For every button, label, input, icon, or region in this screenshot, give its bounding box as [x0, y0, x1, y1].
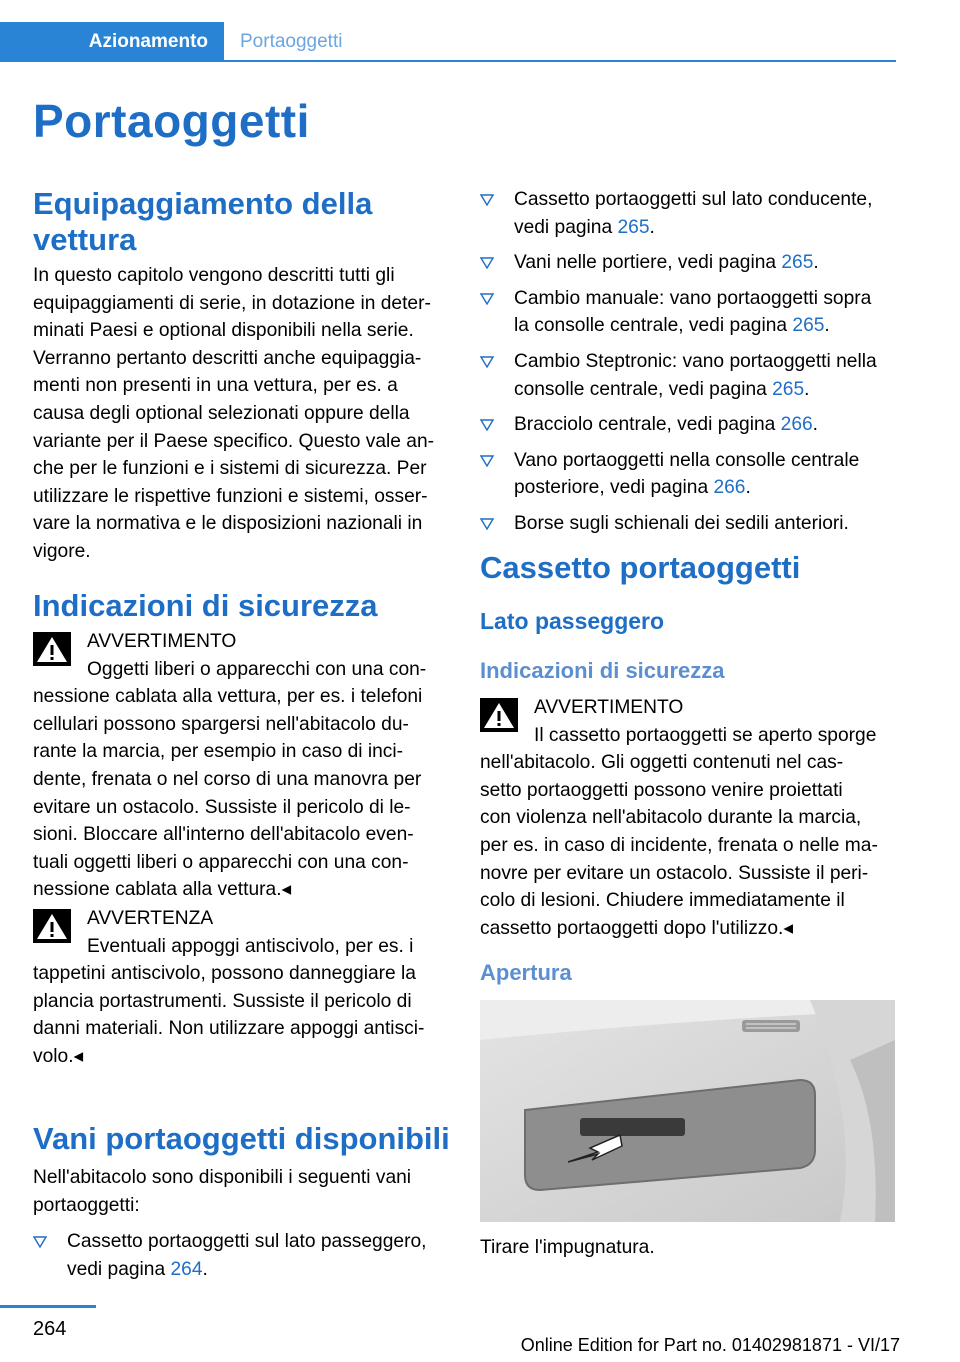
list-item	[480, 249, 900, 277]
text-line: vigore.	[33, 540, 91, 562]
list-item	[480, 447, 900, 502]
footer-divider	[0, 1305, 96, 1308]
text-line: minati Paesi e optional disponibili nella serie.	[33, 320, 414, 342]
page-link[interactable]: 264	[170, 1258, 203, 1280]
text-line: colo di lesioni. Chiudere immediatamente il	[480, 890, 845, 912]
warning-block	[480, 694, 896, 942]
text-line: danni materiali. Non utilizzare appoggi antisci-	[33, 1018, 425, 1040]
item-text: Vani nelle portiere, vedi pagina	[514, 252, 782, 274]
item-text: .	[649, 216, 655, 238]
warning-triangle-icon	[33, 909, 71, 943]
equip-heading: Equipaggiamento della vettura	[33, 186, 373, 257]
list-item	[480, 510, 900, 538]
item-text: la consolle centrale, vedi pagina	[514, 315, 793, 337]
item-text: Vano portaoggetti nella consolle centrale	[514, 449, 860, 471]
text-line: con violenza nell'abitacolo durante la marcia,	[480, 807, 862, 829]
text-line: menti non presenti in una vettura, per es. a	[33, 375, 398, 397]
header-divider	[0, 60, 896, 62]
page-link[interactable]: 266	[780, 414, 813, 436]
warning-block	[33, 628, 463, 904]
text-line: Nell'abitacolo sono disponibili i seguenti vani	[33, 1167, 412, 1188]
item-text: .	[824, 315, 830, 337]
notice-title: AVVERTENZA	[87, 908, 214, 929]
text-line: variante per il Paese specifico. Questo vale an-	[33, 430, 435, 452]
text-line: Eventuali appoggi antiscivolo, per es. i	[87, 935, 414, 957]
warning-triangle-icon	[33, 632, 71, 666]
item-text: .	[804, 378, 810, 400]
page-link[interactable]: 265	[617, 216, 650, 238]
page-link[interactable]: 265	[781, 252, 814, 274]
bullet-triangle-icon	[480, 455, 494, 467]
item-text: Cassetto portaoggetti sul lato conducente,	[514, 189, 873, 210]
text-line: tappetini antiscivolo, possono danneggiare la	[33, 963, 416, 985]
text-line: portaoggetti:	[33, 1194, 140, 1216]
tab-azionamento[interactable]: Azionamento	[0, 22, 224, 62]
text-line: equipaggiamenti di serie, in dotazione in deter-	[33, 292, 431, 314]
text-line: sioni. Bloccare all'interno dell'abitacolo even-	[33, 824, 414, 846]
text-line: volo.◂	[33, 1045, 84, 1067]
list-item	[480, 186, 900, 241]
item-text: vedi pagina	[67, 1258, 171, 1280]
item-text: vedi pagina	[514, 216, 618, 238]
text-line: per es. in caso di incidente, frenata o nelle ma-	[480, 834, 878, 856]
item-text: .	[812, 414, 819, 436]
item-text: Cambio manuale: vano portaoggetti sopra	[514, 287, 872, 309]
list-item	[480, 411, 900, 439]
page-link[interactable]: 266	[713, 477, 746, 499]
safety-heading: Indicazioni di sicurezza	[33, 588, 378, 623]
text-line: causa degli optional selezionati oppure della	[33, 402, 410, 424]
text-line: nessione cablata alla vettura, per es. i telefoni	[33, 686, 423, 708]
opening-heading: Apertura	[480, 960, 572, 985]
list-item	[480, 348, 900, 403]
warning-triangle-icon	[480, 698, 518, 732]
glovebox-safety-heading: Indicazioni di sicurezza	[480, 658, 725, 683]
text-line: evitare un ostacolo. Sussiste il pericolo di le-	[33, 796, 411, 818]
item-text: Cassetto portaoggetti sul lato passeggero,	[67, 1231, 427, 1252]
glovebox-heading: Cassetto portaoggetti	[480, 550, 801, 585]
text-line: cassetto portaoggetti dopo l'utilizzo.◂	[480, 917, 794, 939]
text-line: setto portaoggetti possono venire proiettati	[480, 779, 843, 801]
item-text: Cambio Steptronic: vano portaoggetti nella	[514, 350, 877, 372]
text-line: vare la normativa e le disposizioni nazionali in	[33, 513, 423, 535]
item-text: .	[813, 252, 819, 274]
text-line: utilizzare le rispettive funzioni e sistemi, osser-	[33, 485, 428, 507]
text-line: Oggetti liberi o apparecchi con una con-	[87, 658, 427, 680]
text-line: Verranno pertanto descritti anche equipaggia-	[33, 347, 422, 369]
compartments-intro	[33, 1164, 463, 1219]
warning-title: AVVERTIMENTO	[534, 697, 684, 718]
text-line: nell'abitacolo. Gli oggetti contenuti nel cas-	[480, 752, 844, 774]
bullet-triangle-icon	[480, 356, 494, 368]
text-line: novre per evitare un ostacolo. Sussiste il peri-	[480, 862, 869, 884]
compartments-list-right	[480, 186, 900, 538]
text-line: rante la marcia, per esempio in caso di inci-	[33, 741, 404, 763]
item-text: .	[745, 477, 751, 499]
text-line: Il cassetto portaoggetti se aperto sporge	[534, 724, 877, 746]
page-title: Portaoggetti	[33, 95, 310, 147]
text-line: dente, frenata o nel corso di una manovra per	[33, 768, 422, 790]
text-line: che per le funzioni e i sistemi di sicurezza. Per	[33, 458, 427, 480]
list-item	[33, 1228, 453, 1283]
compartments-heading: Vani portaoggetti disponibili	[33, 1121, 450, 1156]
image-caption: Tirare l'impugnatura.	[480, 1237, 655, 1258]
text-line: nessione cablata alla vettura.◂	[33, 879, 292, 901]
edition-note: Online Edition for Part no. 01402981871 - VI/17	[520, 1335, 900, 1355]
page-link[interactable]: 265	[772, 378, 805, 400]
glovebox-illustration	[480, 1000, 895, 1222]
notice-block	[33, 905, 463, 1071]
bullet-triangle-icon	[480, 194, 494, 206]
page-link[interactable]: 265	[792, 315, 825, 337]
equip-paragraph	[33, 262, 463, 566]
text-line: cellulari possono spargersi nell'abitacolo du-	[33, 713, 409, 735]
item-text: Borse sugli schienali dei sedili anteriori.	[514, 512, 849, 534]
bullet-triangle-icon	[480, 419, 494, 431]
item-text: consolle centrale, vedi pagina	[514, 378, 773, 400]
text-line: tuali oggetti liberi o apparecchi con una con-	[33, 851, 409, 873]
item-text: Bracciolo centrale, vedi pagina	[514, 414, 781, 436]
bullet-triangle-icon	[33, 1236, 47, 1248]
bullet-triangle-icon	[480, 257, 494, 269]
glovebox-subheading: Lato passeggero	[480, 608, 665, 634]
bullet-triangle-icon	[480, 518, 494, 530]
text-line: plancia portastrumenti. Sussiste il pericolo di	[33, 990, 412, 1012]
header-bar	[0, 22, 896, 62]
item-text: posteriore, vedi pagina	[514, 477, 714, 499]
list-item	[480, 285, 900, 340]
text-line: In questo capitolo vengono descritti tutti gli	[33, 265, 395, 286]
bullet-triangle-icon	[480, 293, 494, 305]
compartments-list-left	[33, 1228, 453, 1283]
tab-portaoggetti[interactable]: Portaoggetti	[240, 31, 343, 52]
item-text: .	[202, 1258, 208, 1280]
page-number: 264	[33, 1318, 67, 1340]
warning-title: AVVERTIMENTO	[87, 631, 237, 652]
